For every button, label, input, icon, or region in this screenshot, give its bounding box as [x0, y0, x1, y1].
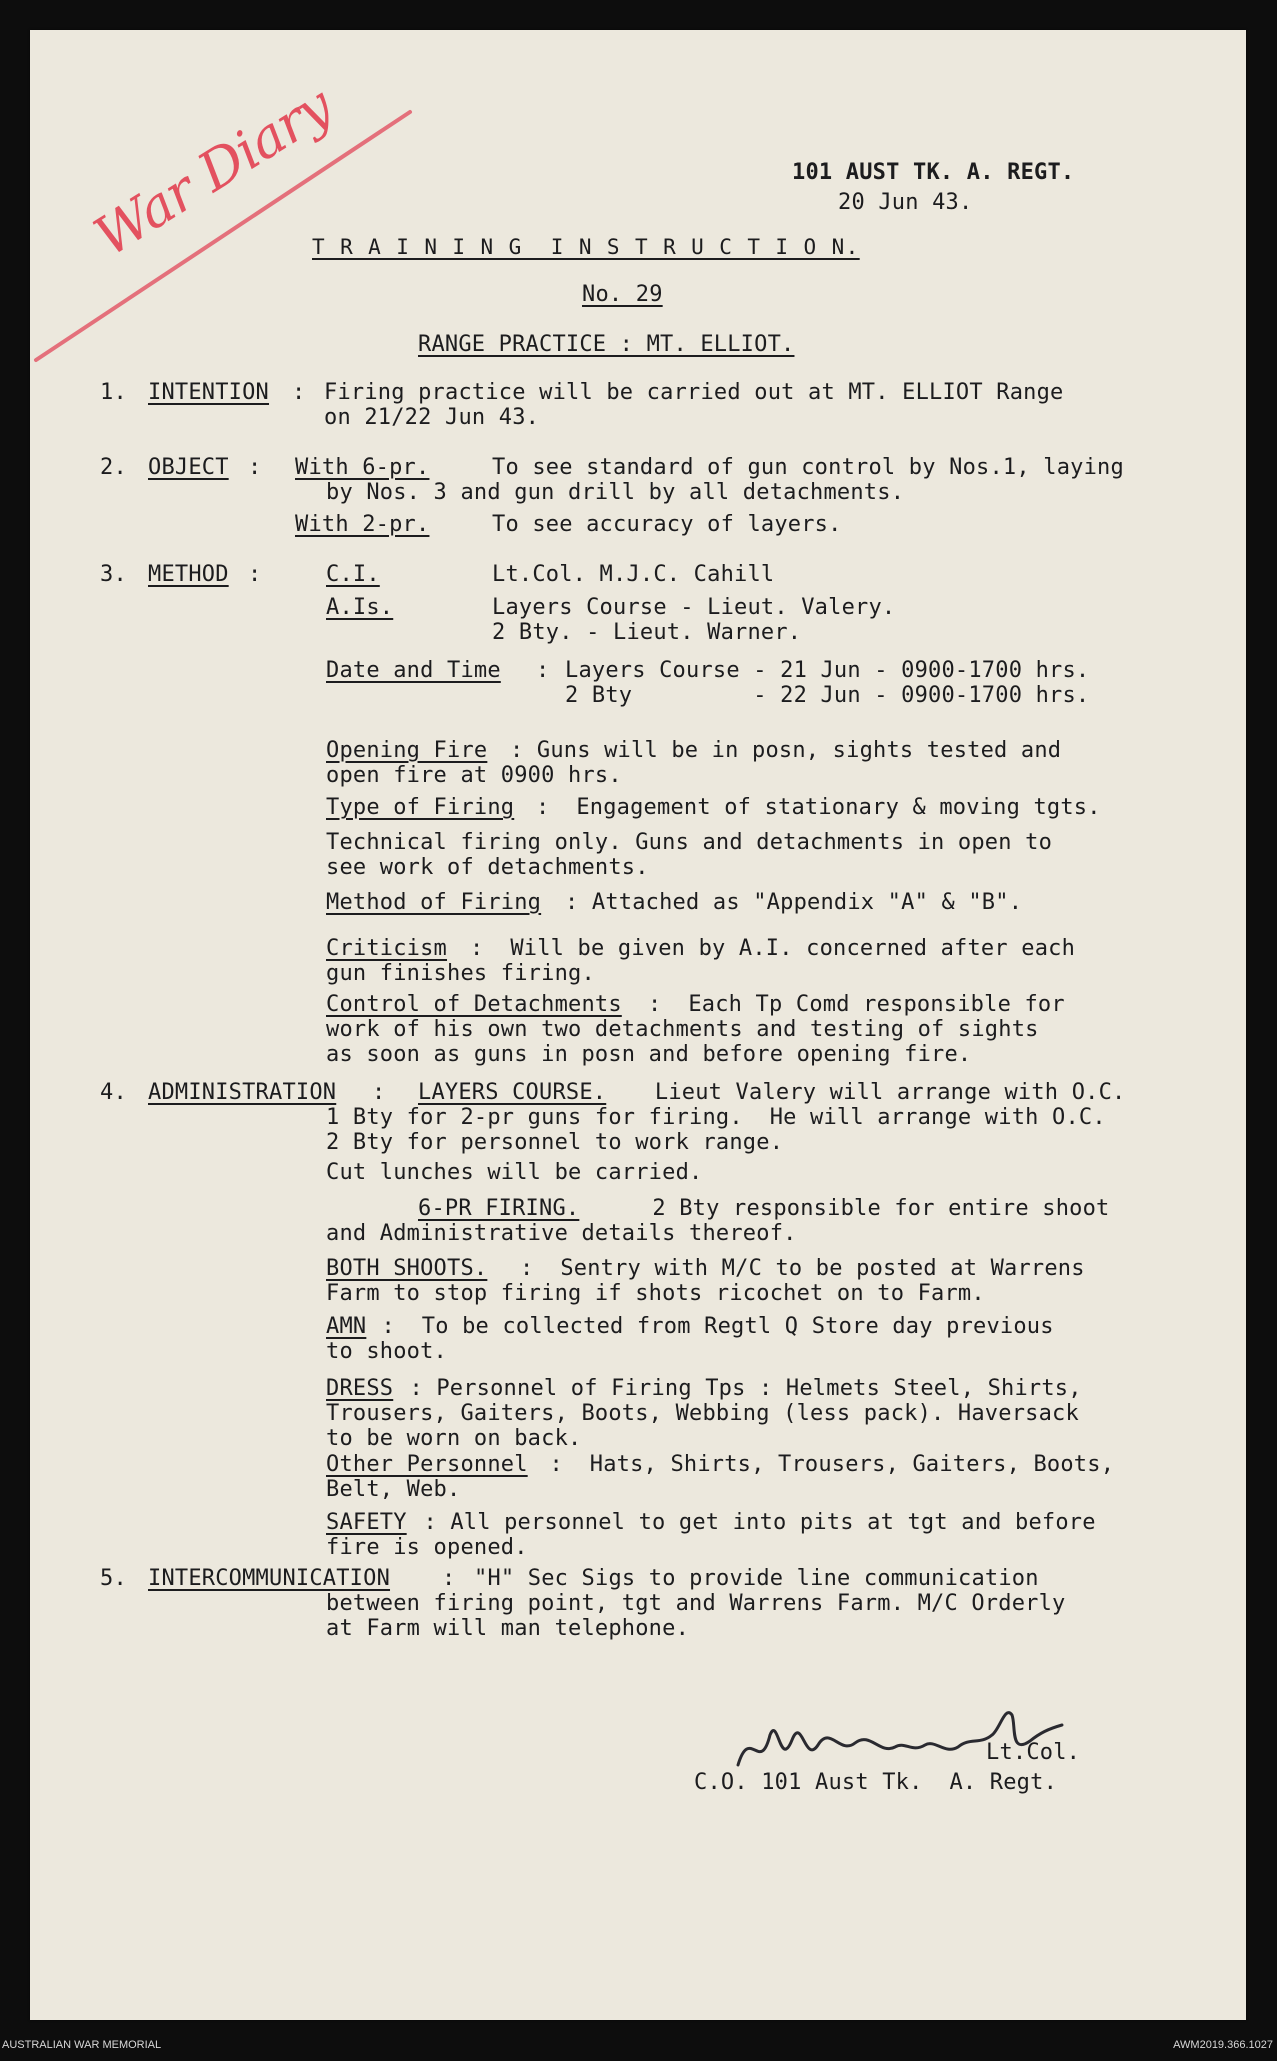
- document-title: T R A I N I N G I N S T R U C T I O N.: [312, 235, 860, 259]
- opening-fire-text-2: open fire at 0900 hrs.: [326, 763, 622, 788]
- safety-label: SAFETY: [326, 1510, 407, 1535]
- layers-course-text-3: 2 Bty for personnel to work range.: [326, 1130, 784, 1155]
- section-3-sep: :: [248, 562, 262, 587]
- section-2-number: 2.: [100, 455, 127, 480]
- safety-text-1: : All personnel to get into pits at tgt and before: [410, 1510, 1096, 1535]
- intercom-line-2: between firing point, tgt and Warrens Farm. M/C Orderly: [326, 1591, 1066, 1616]
- ai-value-1: Layers Course - Lieut. Valery.: [492, 595, 896, 620]
- control-detachments-label: Control of Detachments: [326, 992, 622, 1017]
- safety-text-2: fire is opened.: [326, 1535, 528, 1560]
- six-pr-firing-text-1: 2 Bty responsible for entire shoot: [612, 1196, 1110, 1221]
- control-detachments-text-1: : Each Tp Comd responsible for: [648, 992, 1065, 1017]
- type-of-firing-label: Type of Firing: [326, 795, 515, 820]
- section-4-heading: ADMINISTRATION: [148, 1080, 337, 1105]
- intention-line-2: on 21/22 Jun 43.: [324, 405, 540, 430]
- section-4-sep: :: [372, 1080, 386, 1105]
- six-pr-firing-text-2: and Administrative details thereof.: [326, 1221, 797, 1246]
- amn-text-2: to shoot.: [326, 1339, 448, 1364]
- section-1-heading: INTENTION: [148, 380, 270, 405]
- ci-label: C.I.: [326, 562, 380, 587]
- amn-text-1: : To be collected from Regtl Q Store day previous: [368, 1314, 1054, 1339]
- both-shoots-label: BOTH SHOOTS.: [326, 1256, 488, 1281]
- amn-label: AMN: [326, 1314, 367, 1339]
- section-5-heading: INTERCOMMUNICATION: [148, 1566, 391, 1591]
- date-time-row-1: Layers Course - 21 Jun - 0900-1700 hrs.: [565, 658, 1090, 683]
- control-detachments-text-2: work of his own two detachments and testing of sights: [326, 1017, 1039, 1042]
- layers-course-text-1: Lieut Valery will arrange with O.C.: [628, 1080, 1126, 1105]
- date-time-label: Date and Time: [326, 658, 501, 683]
- object-6pr-line-2: by Nos. 3 and gun drill by all detachments.: [326, 480, 905, 505]
- opening-fire-label: Opening Fire: [326, 738, 488, 763]
- subject-line: RANGE PRACTICE : MT. ELLIOT.: [418, 332, 795, 357]
- object-6pr-line-1: To see standard of gun control by Nos.1, laying: [492, 455, 1124, 480]
- layers-course-label: LAYERS COURSE.: [418, 1080, 607, 1105]
- both-shoots-text-1: : Sentry with M/C to be posted at Warrens: [520, 1256, 1085, 1281]
- section-5-number: 5.: [100, 1566, 127, 1591]
- signature-title: C.O. 101 Aust Tk. A. Regt.: [694, 1770, 1058, 1795]
- section-2-heading: OBJECT: [148, 455, 229, 480]
- intercom-line-1: "H" Sec Sigs to provide line communication: [474, 1566, 1039, 1591]
- dress-text-2: Trousers, Gaiters, Boots, Webbing (less pack). Haversack: [326, 1401, 1079, 1426]
- document-page: [30, 30, 1246, 2020]
- war-diary-stamp: War Diary: [83, 74, 343, 269]
- six-pr-firing-label: 6-PR FIRING.: [418, 1196, 580, 1221]
- unit-header: 101 AUST TK. A. REGT.: [792, 160, 1075, 185]
- criticism-label: Criticism: [326, 936, 448, 961]
- intention-line-1: Firing practice will be carried out at MT. ELLIOT Range: [324, 380, 1064, 405]
- ai-value-2: 2 Bty. - Lieut. Warner.: [492, 620, 802, 645]
- section-5-sep: :: [442, 1566, 456, 1591]
- method-of-firing-text: : Attached as "Appendix "A" & "B".: [565, 890, 1023, 915]
- footer-accession-id: AWM2019.366.1027: [1173, 2039, 1273, 2051]
- date-time-row-2: 2 Bty - 22 Jun - 0900-1700 hrs.: [565, 683, 1090, 708]
- ai-label: A.Is.: [326, 595, 394, 620]
- intercom-line-3: at Farm will man telephone.: [326, 1616, 690, 1641]
- dress-text-1: : Personnel of Firing Tps : Helmets Steel, Shirts,: [396, 1376, 1082, 1401]
- method-of-firing-label: Method of Firing: [326, 890, 542, 915]
- technical-firing-1: Technical firing only. Guns and detachments in open to: [326, 830, 1053, 855]
- dress-label: DRESS: [326, 1376, 394, 1401]
- layers-course-text-4: Cut lunches will be carried.: [326, 1160, 703, 1185]
- opening-fire-text-1: : Guns will be in posn, sights tested and: [510, 738, 1062, 763]
- object-6pr-label: With 6-pr.: [295, 455, 430, 480]
- dress-text-3: to be worn on back.: [326, 1426, 582, 1451]
- section-2-sep: :: [248, 455, 262, 480]
- other-personnel-text-2: Belt, Web.: [326, 1477, 461, 1502]
- signature-rank: Lt.Col.: [986, 1740, 1081, 1765]
- other-personnel-label: Other Personnel: [326, 1452, 528, 1477]
- other-personnel-text-1: : Hats, Shirts, Trousers, Gaiters, Boots,: [536, 1452, 1115, 1477]
- layers-course-text-2: 1 Bty for 2-pr guns for firing. He will arrange with O.C.: [326, 1105, 1106, 1130]
- section-4-number: 4.: [100, 1080, 127, 1105]
- section-1-sep: :: [292, 380, 306, 405]
- both-shoots-text-2: Farm to stop firing if shots ricochet on to Farm.: [326, 1281, 985, 1306]
- object-2pr-label: With 2-pr.: [295, 512, 430, 537]
- technical-firing-2: see work of detachments.: [326, 855, 649, 880]
- section-3-heading: METHOD: [148, 562, 229, 587]
- document-date: 20 Jun 43.: [838, 190, 973, 215]
- date-time-sep: :: [536, 658, 550, 683]
- section-3-number: 3.: [100, 562, 127, 587]
- instruction-number: No. 29: [582, 282, 663, 307]
- control-detachments-text-3: as soon as guns in posn and before opening fire.: [326, 1042, 972, 1067]
- type-of-firing-text: : Engagement of stationary & moving tgts.: [536, 795, 1101, 820]
- object-2pr-line-1: To see accuracy of layers.: [492, 512, 842, 537]
- footer-institution: AUSTRALIAN WAR MEMORIAL: [2, 2039, 162, 2051]
- criticism-text-2: gun finishes firing.: [326, 961, 595, 986]
- criticism-text-1: : Will be given by A.I. concerned after each: [470, 936, 1076, 961]
- section-1-number: 1.: [100, 380, 127, 405]
- ci-value: Lt.Col. M.J.C. Cahill: [492, 562, 775, 587]
